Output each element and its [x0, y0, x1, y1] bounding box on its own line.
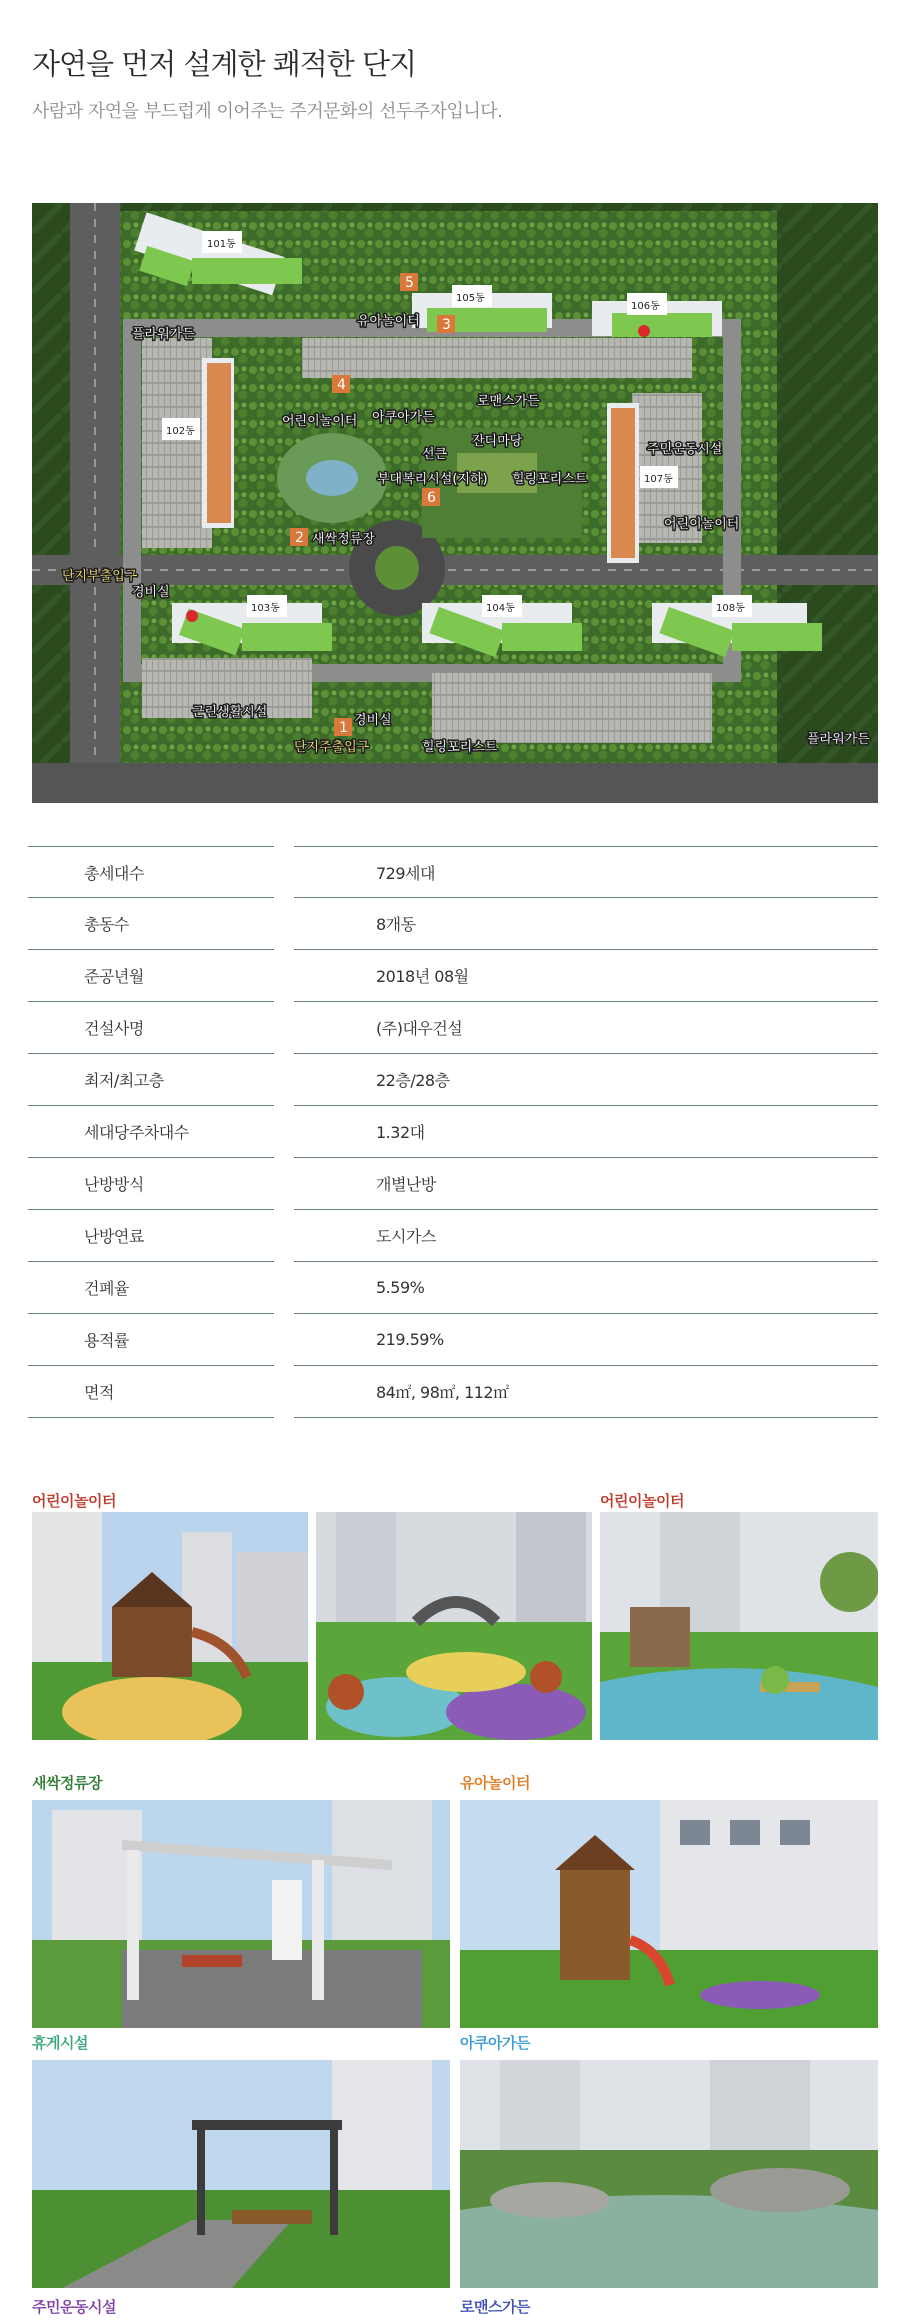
spec-key: 난방방식: [28, 1158, 274, 1210]
svg-text:106동: 106동: [631, 301, 660, 312]
label-guard-2: 경비실: [354, 713, 392, 728]
spec-row: [28, 950, 878, 1002]
label-healing-forest-2: 힐링포리스트: [422, 740, 498, 755]
spec-key: 용적률: [28, 1314, 274, 1366]
photo-rest-area: [32, 2060, 450, 2288]
spec-value: 729세대: [294, 846, 878, 898]
spec-value: 22층/28층: [294, 1054, 878, 1106]
spec-row: [28, 1314, 878, 1366]
svg-text:102동: 102동: [166, 426, 195, 437]
svg-text:1: 1: [339, 720, 348, 736]
label-aqua-garden: 아쿠아가든: [372, 410, 435, 425]
svg-text:105동: 105동: [456, 293, 485, 304]
spec-value: 5.59%: [294, 1262, 878, 1314]
spec-gap: [274, 1002, 294, 1054]
spec-row: [28, 1158, 878, 1210]
spec-key: 면적: [28, 1366, 274, 1418]
label-stop: 새싹정류장: [312, 532, 375, 547]
spec-value: (주)대우건설: [294, 1002, 878, 1054]
spec-value: 8개동: [294, 898, 878, 950]
spec-row: [28, 898, 878, 950]
label-flower-garden-1: 플라워가든: [132, 327, 195, 342]
spec-key: 최저/최고층: [28, 1054, 274, 1106]
spec-gap: [274, 846, 294, 898]
label-healing-forest: 힐링포리스트: [512, 472, 588, 487]
label-guard-1: 경비실: [132, 585, 170, 600]
label-sinkeun: 선큰: [422, 447, 448, 462]
spec-value: 도시가스: [294, 1210, 878, 1262]
spec-row: [28, 1002, 878, 1054]
spec-key: 총세대수: [28, 846, 274, 898]
site-plan-image: [32, 203, 878, 803]
label-romance-garden: 로맨스가든: [477, 394, 540, 409]
photo-kids-play-1: [32, 1512, 308, 1740]
svg-text:4: 4: [337, 377, 346, 393]
gallery-label-fitness: 주민운동시설: [32, 2298, 116, 2316]
photo-kids-play-2: [316, 1512, 592, 1740]
svg-text:101동: 101동: [207, 239, 236, 250]
spec-key: 건설사명: [28, 1002, 274, 1054]
label-kids-play-2: 어린이놀이터: [664, 517, 740, 532]
svg-text:2: 2: [295, 530, 304, 546]
gallery-label-kids-play-2: 어린이놀이터: [600, 1492, 684, 1510]
gallery-label-stop: 새싹정류장: [32, 1774, 102, 1792]
spec-gap: [274, 1158, 294, 1210]
spec-row: [28, 846, 878, 898]
spec-value: 84㎡, 98㎡, 112㎡: [294, 1366, 878, 1418]
spec-gap: [274, 1210, 294, 1262]
spec-value: 개별난방: [294, 1158, 878, 1210]
spec-value: 2018년 08월: [294, 950, 878, 1002]
photo-aqua-garden: [460, 2060, 878, 2288]
svg-text:103동: 103동: [251, 603, 280, 614]
spec-row: [28, 1106, 878, 1158]
svg-text:107동: 107동: [644, 474, 673, 485]
page-header: [32, 42, 872, 123]
label-toddler-play: 유아놀이터: [357, 314, 420, 329]
photo-bus-stop: [32, 1800, 450, 2028]
label-welfare: 부대복리시설(지하): [377, 472, 488, 487]
svg-text:104동: 104동: [486, 603, 515, 614]
label-kids-play: 어린이놀이터: [282, 414, 358, 429]
spec-value: 1.32대: [294, 1106, 878, 1158]
label-main-entrance: 단지주출입구: [294, 740, 370, 755]
spec-table: [28, 846, 878, 1418]
photo-toddler-play: [460, 1800, 878, 2028]
spec-row: [28, 1262, 878, 1314]
label-neighborhood: 근린생활시설: [192, 705, 268, 720]
svg-text:5: 5: [405, 275, 414, 291]
spec-row: [28, 1366, 878, 1418]
spec-row: [28, 1054, 878, 1106]
spec-key: 건폐율: [28, 1262, 274, 1314]
spec-key: 준공년월: [28, 950, 274, 1002]
spec-gap: [274, 1106, 294, 1158]
spec-gap: [274, 1314, 294, 1366]
gallery-label-romance-garden: 로맨스가든: [460, 2298, 530, 2316]
spec-gap: [274, 1366, 294, 1418]
gallery-label-aqua-garden: 아쿠아가든: [460, 2034, 530, 2052]
gallery-label-rest-area: 휴게시설: [32, 2034, 88, 2052]
spec-key: 세대당주차대수: [28, 1106, 274, 1158]
label-grass-yard: 잔디마당: [472, 434, 523, 449]
spec-gap: [274, 898, 294, 950]
spec-row: [28, 1210, 878, 1262]
photo-kids-play-3: [600, 1512, 878, 1740]
spec-gap: [274, 950, 294, 1002]
label-sub-entrance: 단지부출입구: [62, 569, 138, 584]
spec-value: 219.59%: [294, 1314, 878, 1366]
page-title: 자연을 먼저 설계한 쾌적한 단지: [32, 47, 417, 81]
svg-text:108동: 108동: [716, 603, 745, 614]
gallery-label-kids-play-1: 어린이놀이터: [32, 1492, 116, 1510]
svg-text:3: 3: [442, 317, 451, 333]
label-community: 주민운동시설: [647, 442, 723, 457]
spec-key: 총동수: [28, 898, 274, 950]
label-flower-garden-2: 플라워가든: [807, 732, 870, 747]
spec-key: 난방연료: [28, 1210, 274, 1262]
spec-gap: [274, 1262, 294, 1314]
page-subtitle: 사람과 자연을 부드럽게 이어주는 주거문화의 선두주자입니다.: [32, 101, 503, 122]
spec-gap: [274, 1054, 294, 1106]
svg-text:6: 6: [427, 490, 436, 506]
gallery-label-toddler-play: 유아놀이터: [460, 1774, 530, 1792]
